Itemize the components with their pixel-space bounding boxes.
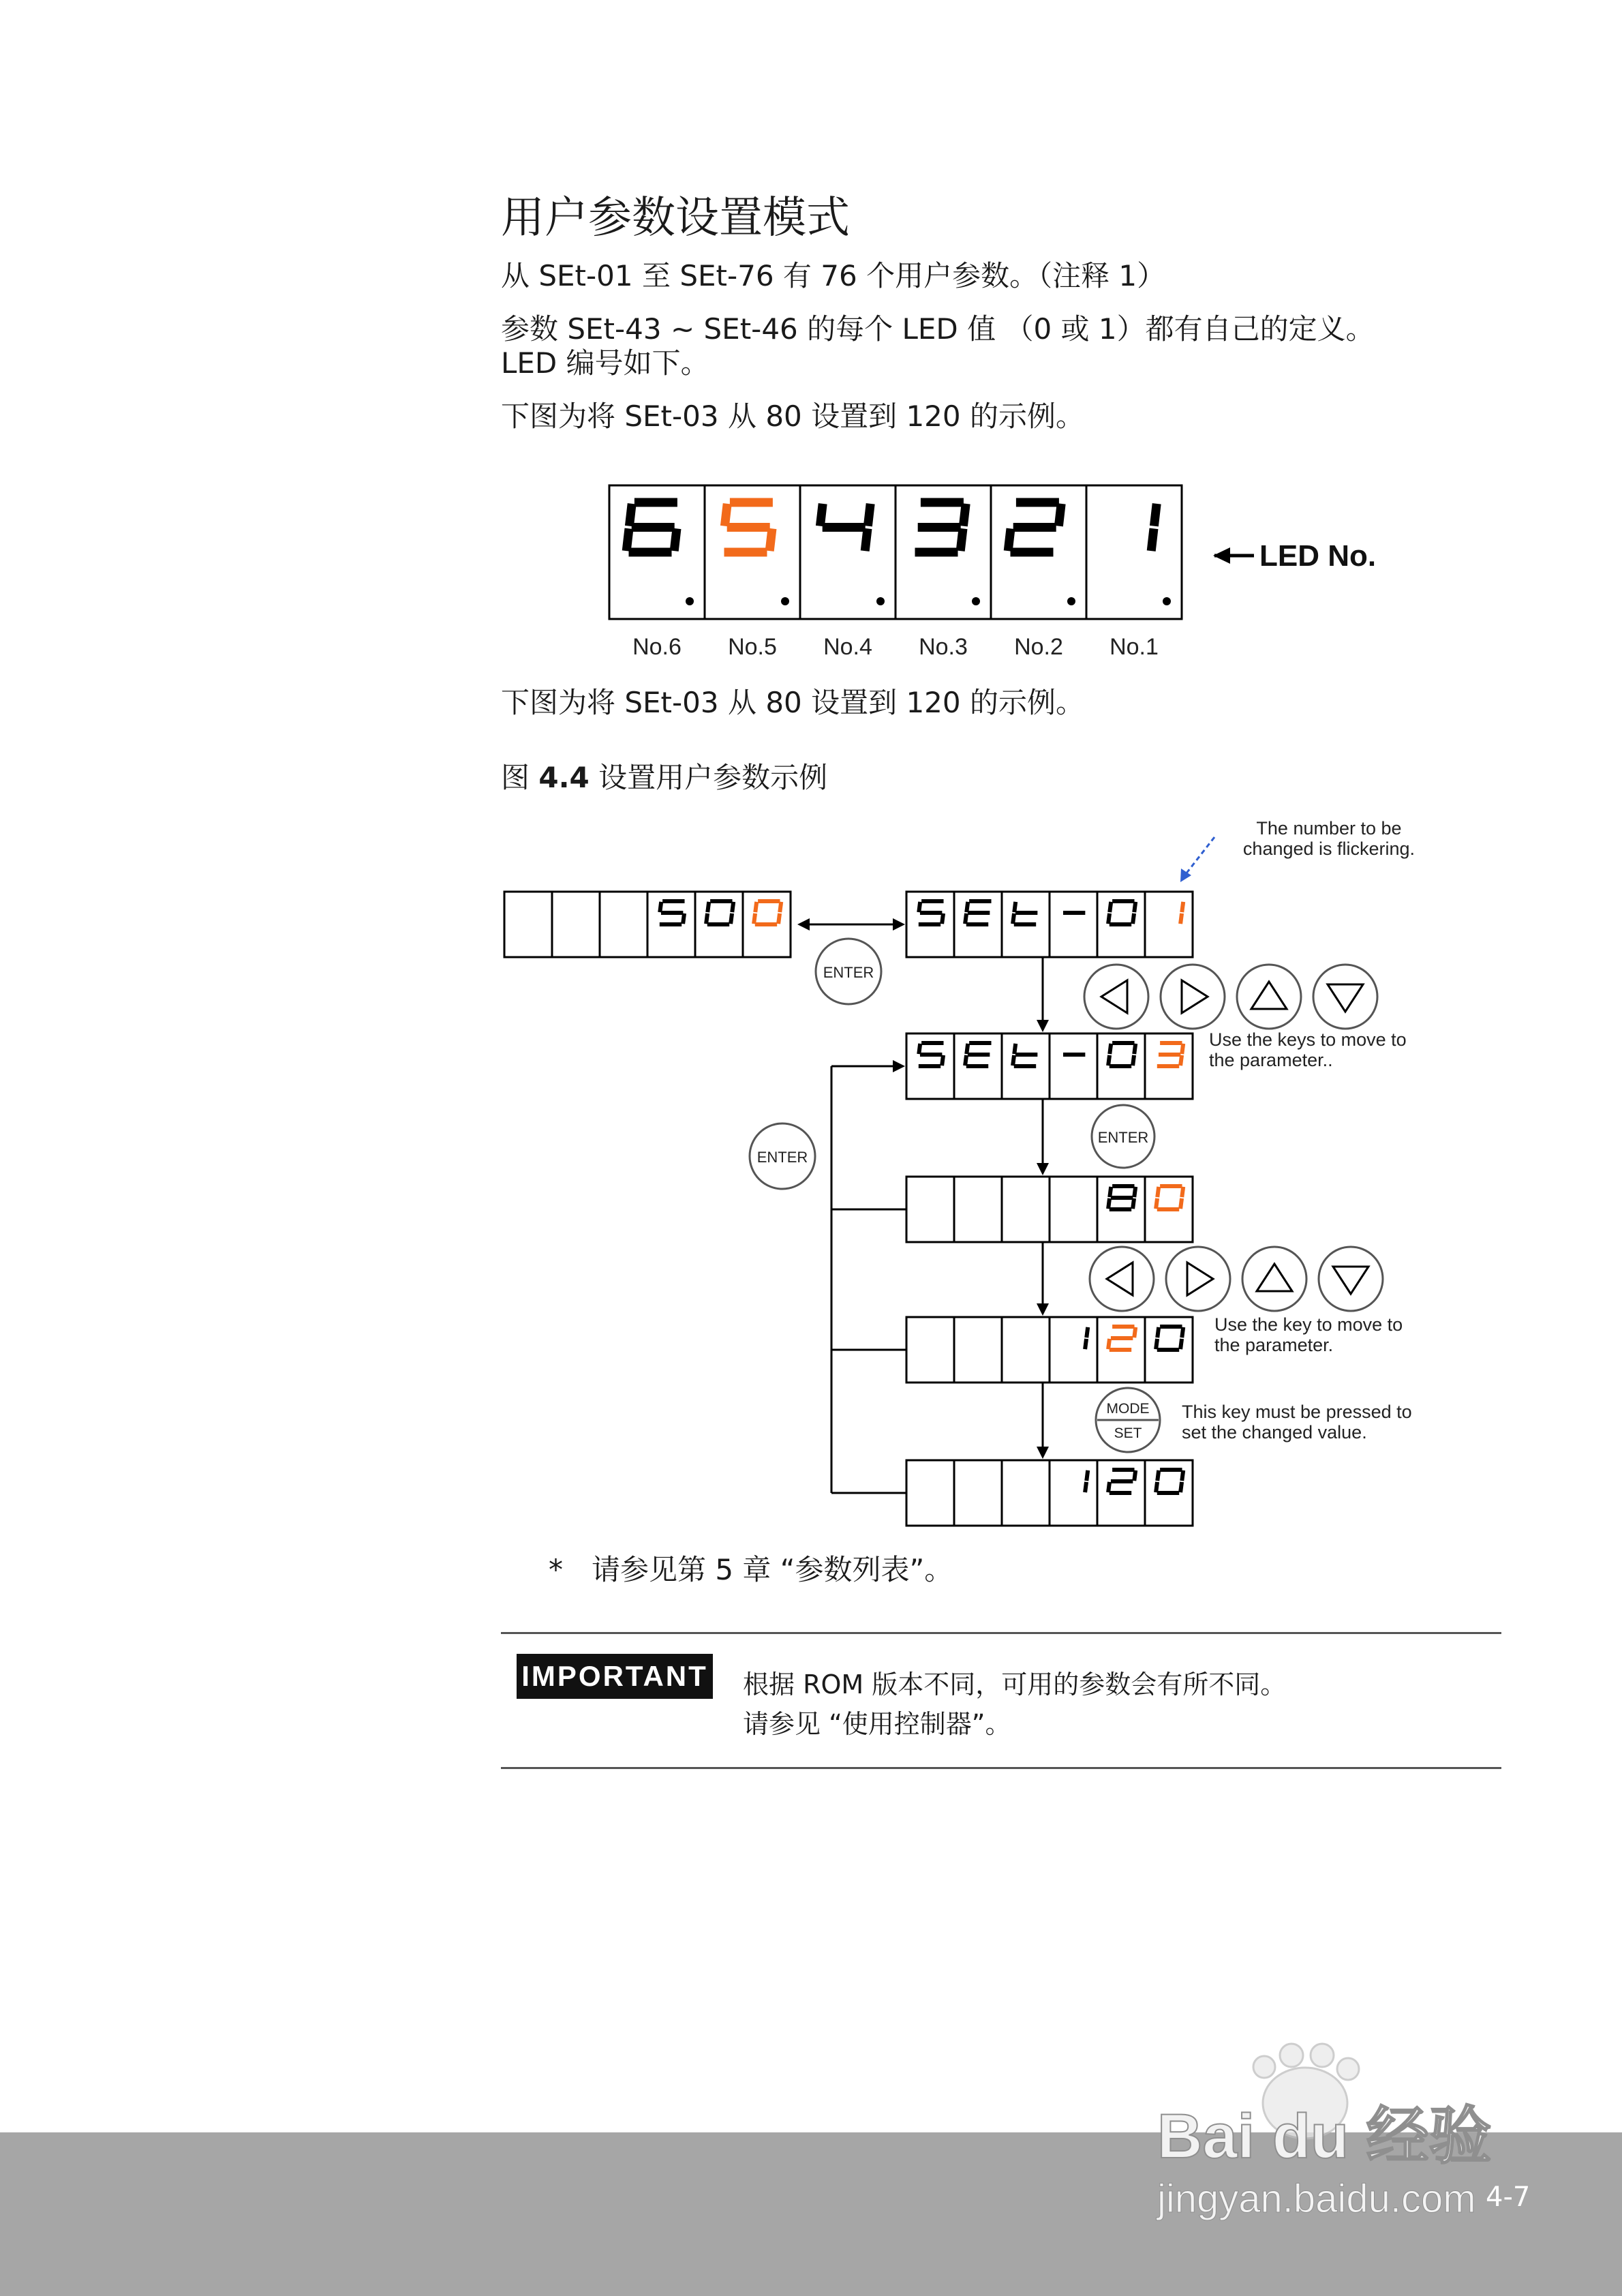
important-line-2: 请参见 “使用控制器”。 xyxy=(743,1709,1011,1739)
set-key-label: SET xyxy=(1114,1425,1142,1441)
figure-caption-title: 设置用户参数示例 xyxy=(598,761,828,794)
important-bottom-rule xyxy=(501,1767,1501,1769)
parameter-setting-flow-diagram xyxy=(498,811,1465,1541)
note-keys-1b: the parameter.. xyxy=(1209,1050,1333,1070)
led-decimal-point xyxy=(781,597,789,605)
figure-caption-number: 4.4 xyxy=(538,761,590,794)
flow-arrowhead xyxy=(1037,1447,1049,1459)
page-number: 4-7 xyxy=(1486,2181,1531,2213)
led-number-label: No.3 xyxy=(919,634,968,660)
led-number-label: No.2 xyxy=(1014,634,1063,660)
display-set01 xyxy=(906,892,1193,957)
flow-arrowhead xyxy=(1037,1020,1049,1032)
figure-caption-prefix: 图 xyxy=(501,761,530,794)
led-no-label: LED No. xyxy=(1259,539,1377,573)
enter-key-label: ENTER xyxy=(1097,1129,1149,1146)
display-val120a xyxy=(906,1317,1193,1383)
paragraph-parameter-count: 从 SEt-01 至 SEt-76 有 76 个用户参数。（注释 1） xyxy=(501,259,1166,292)
display-val80 xyxy=(906,1177,1193,1242)
led-number-figure xyxy=(600,477,1418,668)
led-number-label: No.5 xyxy=(728,634,777,660)
flow-arrowhead xyxy=(893,1060,905,1072)
important-top-rule xyxy=(501,1632,1501,1634)
led-no-arrowhead xyxy=(1213,547,1230,564)
led-number-label: No.1 xyxy=(1110,634,1159,660)
note-mode-1: This key must be pressed to xyxy=(1182,1402,1412,1422)
mode-key-label: MODE xyxy=(1106,1401,1150,1417)
display-set03 xyxy=(906,1033,1193,1099)
footnote-parameter-list: * 请参见第 5 章 “参数列表”。 xyxy=(549,1553,953,1586)
flow-arrowhead xyxy=(1037,1303,1049,1316)
section-heading: 用户参数设置模式 xyxy=(501,193,850,243)
important-line-1: 根据 ROM 版本不同，可用的参数会有所不同。 xyxy=(743,1670,1287,1700)
note-flickering-2: changed is flickering. xyxy=(1242,839,1416,859)
note-keys-2a: Use the key to move to xyxy=(1214,1314,1403,1335)
enter-key-label: ENTER xyxy=(823,964,874,981)
note-mode-2: set the changed value. xyxy=(1182,1422,1367,1442)
led-decimal-point xyxy=(1067,597,1075,605)
paragraph-example-repeat: 下图为将 SEt-03 从 80 设置到 120 的示例。 xyxy=(501,686,1084,719)
figure-caption xyxy=(501,755,827,796)
led-number-label: No.6 xyxy=(632,634,682,660)
flow-arrowhead xyxy=(1037,1163,1049,1175)
flicker-pointer xyxy=(1186,837,1214,874)
note-flickering-1: The number to be xyxy=(1256,818,1402,839)
led-decimal-point xyxy=(686,597,694,605)
led-number-label: No.4 xyxy=(823,634,872,660)
note-keys-1a: Use the keys to move to xyxy=(1209,1029,1407,1050)
important-badge: IMPORTANT xyxy=(517,1654,713,1699)
display-val120b xyxy=(906,1460,1193,1526)
note-keys-2b: the parameter. xyxy=(1214,1335,1334,1355)
led-digit-frames xyxy=(609,485,1182,619)
paragraph-led-definition: 参数 SEt-43 ~ SEt-46 的每个 LED 值 （0 或 1）都有自己的定义。 xyxy=(501,312,1375,346)
flow-arrowhead xyxy=(893,918,905,931)
paragraph-led-numbering: LED 编号如下。 xyxy=(501,346,709,380)
led-decimal-point xyxy=(1163,597,1171,605)
display-start xyxy=(504,892,791,957)
watermark-brand: Bai du 经验 xyxy=(1157,2102,1492,2171)
led-decimal-point xyxy=(972,597,980,605)
led-decimal-point xyxy=(876,597,885,605)
watermark-url: jingyan.baidu.com xyxy=(1157,2177,1476,2221)
flow-arrowhead xyxy=(797,918,810,931)
enter-key-label: ENTER xyxy=(756,1149,808,1166)
paragraph-example-intro: 下图为将 SEt-03 从 80 设置到 120 的示例。 xyxy=(501,399,1084,433)
